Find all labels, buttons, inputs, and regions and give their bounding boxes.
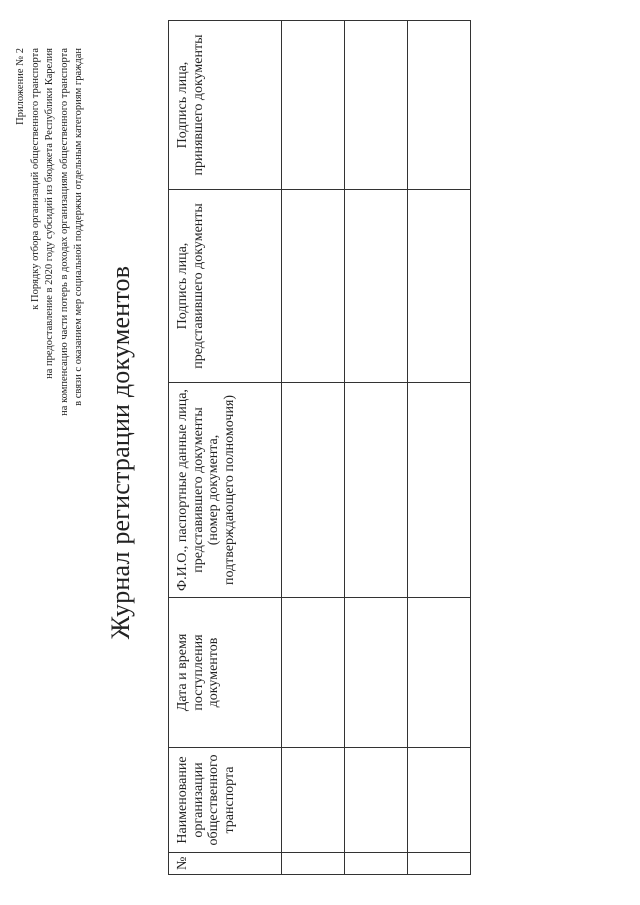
table-cell	[345, 598, 408, 748]
table-header-row	[169, 21, 282, 875]
document-title: Журнал регистрации документов	[106, 265, 135, 640]
table-cell	[408, 21, 471, 190]
table-cell	[282, 598, 345, 748]
header-date-time: Дата и время поступления документов	[169, 598, 282, 748]
header-number: №	[169, 853, 282, 875]
table-cell	[282, 853, 345, 875]
header-submitter-signature: Подпись лица, представившего документы	[169, 190, 282, 383]
registration-journal-table	[168, 20, 471, 875]
table-cell	[345, 853, 408, 875]
table-cell	[282, 383, 345, 598]
table-cell	[282, 21, 345, 190]
table-row	[408, 21, 471, 875]
table-cell	[408, 190, 471, 383]
header-organization: Наименование организации общественного транспорта	[169, 748, 282, 853]
annex-line-4: на компенсацию части потерь в доходах организациям общественного транспорта	[58, 48, 70, 416]
table-cell	[345, 190, 408, 383]
table-cell	[408, 383, 471, 598]
table-cell	[345, 748, 408, 853]
table-row	[345, 21, 408, 875]
header-receiver-signature: Подпись лица, принявшего документы	[169, 21, 282, 190]
annex-line-5: в связи с оказанием мер социальной поддержки отдельным категориям граждан	[73, 48, 85, 406]
header-person-details: Ф.И.О., паспортные данные лица, представившего документы (номер документа, подтверждающего полномочия)	[169, 383, 282, 598]
table-row	[282, 21, 345, 875]
table-cell	[282, 748, 345, 853]
table-cell	[408, 748, 471, 853]
annex-line-1: Приложение № 2	[15, 48, 26, 125]
annex-line-2: к Порядку отбора организаций общественного транспорта	[29, 48, 41, 310]
table-cell	[282, 190, 345, 383]
annex-line-3: на предоставление в 2020 году субсидий из бюджета Республики Карелия	[44, 48, 56, 379]
table-cell	[345, 21, 408, 190]
annex-header	[14, 48, 87, 608]
table-cell	[408, 853, 471, 875]
table-cell	[408, 598, 471, 748]
table-cell	[345, 383, 408, 598]
